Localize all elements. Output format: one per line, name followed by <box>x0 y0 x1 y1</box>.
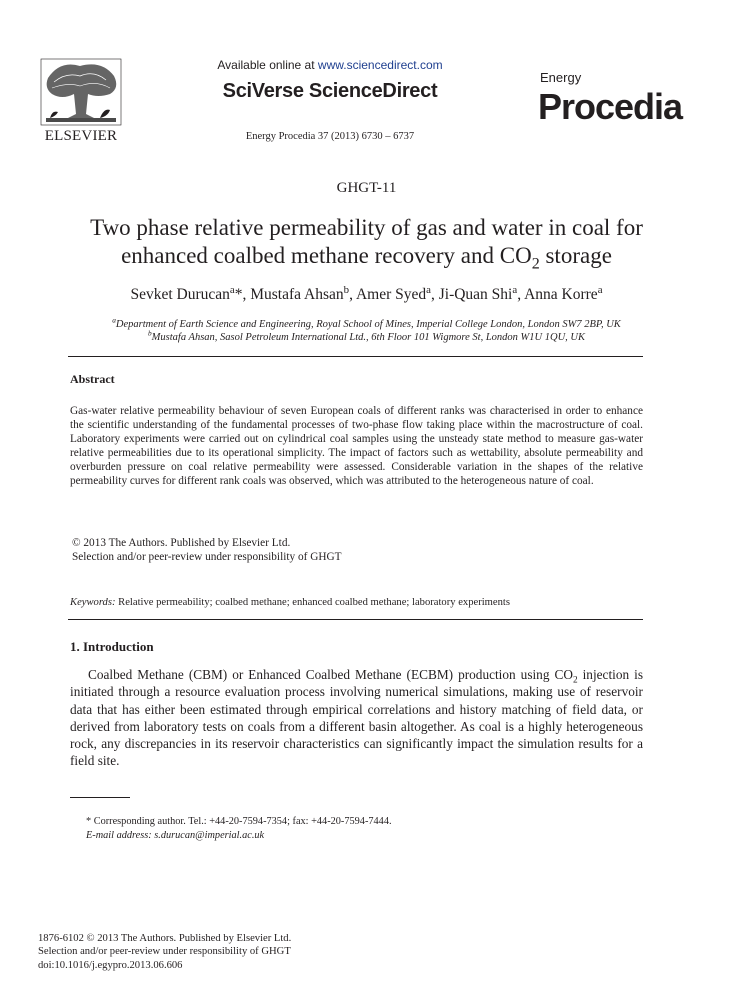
elsevier-wordmark: ELSEVIER <box>44 128 118 144</box>
author-name: Amer Syed <box>355 286 427 303</box>
author <box>524 283 603 303</box>
affiliation <box>40 315 693 331</box>
title-line-2 <box>60 242 673 273</box>
affiliation-text: Mustafa Ahsan, Sasol Petroleum International Ltd., 6th Floor 101 Wigmore St, London W1U 1QU, UK <box>151 332 585 343</box>
author-name: Ji-Quan Shi <box>438 286 513 303</box>
divider <box>68 619 643 620</box>
issn-line: 1876-6102 © 2013 The Authors. Published by Elsevier Ltd. <box>38 933 292 944</box>
author-affil-mark: b <box>343 283 350 296</box>
conference-name: GHGT-11 <box>336 180 397 196</box>
abstract-text: Gas-water relative permeability behaviour of seven European coals of different ranks was characterised in order to enhance the scientific understanding of the fundamental processes of two-phase flow taking place within the macrostructure of coal. Laboratory experiments were carried out on cylindrical coal samples using the unsteady state method to measure gas-water relative permeabilities due to its operational simplicity. The impact of factors such as wettability, absolute permeability and overburden pressure on coal relative permeability were assessed. Considerable variation in the shapes of the relative permeability curves for different rank coals was observed, which was attributed to the heterogeneous nature of coal. <box>70 405 643 488</box>
title-line-1: Two phase relative permeability of gas and water in coal for <box>90 215 643 240</box>
keywords <box>70 597 510 608</box>
author <box>250 283 350 303</box>
availability-line <box>150 58 510 72</box>
corresponding-mark: * <box>234 286 243 303</box>
corresponding-author: * Corresponding author. Tel.: +44-20-7594-7354; fax: +44-20-7594-7444. <box>86 816 392 827</box>
copyright-line: © 2013 The Authors. Published by Elsevier Ltd. <box>72 537 291 549</box>
affiliation <box>40 328 693 344</box>
page-footer <box>38 932 291 972</box>
abstract-heading: Abstract <box>70 372 115 386</box>
divider <box>68 356 643 357</box>
review-line: Selection and/or peer-review under responsibility of GHGT <box>38 946 291 958</box>
sciencedirect-link[interactable]: www.sciencedirect.com <box>317 58 443 72</box>
intro-text-part: Coalbed Methane (CBM) or Enhanced Coalbed Methane (ECBM) production using CO <box>88 667 573 682</box>
author-list: Sevket Durucan$^a$*, Mustafa Ahsan$^b$, Amer Syed$^a$, Ji-Quan Shi$^a$, Anna Korre$^a$ <box>130 283 603 303</box>
keywords-label: Keywords: <box>70 597 116 608</box>
journal-logo-small: Energy <box>540 70 582 85</box>
email-link[interactable]: s.durucan@imperial.ac.uk <box>151 830 265 841</box>
author-name: Mustafa Ahsan <box>250 286 344 303</box>
affiliation-mark: b <box>148 328 152 338</box>
affiliations <box>40 315 693 344</box>
section-heading: 1. Introduction <box>70 639 154 654</box>
author <box>438 283 518 303</box>
author <box>355 283 431 303</box>
review-line: Selection and/or peer-review under responsibility of GHGT <box>72 551 342 563</box>
introduction-text <box>70 666 643 770</box>
platform-name: SciVerse ScienceDirect <box>222 80 438 102</box>
elsevier-logo <box>40 58 122 150</box>
copyright-notice <box>72 536 342 564</box>
availability-prefix: Available online at <box>217 58 318 72</box>
author-name: Sevket Durucan <box>130 286 230 303</box>
intro-subscript: 2 <box>572 675 578 686</box>
journal-logo-large: Procedia <box>538 86 683 127</box>
intro-text-part: injection is initiated through a resource evaluation process involving numerical simulations, making use of reservoir data that has either been estimated through empirical correlations and history matching of field data, or derived from laboratory tests on coals from a different basin altogether. As coal is a highly heterogeneous rock, any discrepancies in its reservoir characteristics can significantly impact the simulation results for a field site. <box>70 667 643 769</box>
email-label: E-mail address: <box>86 830 152 841</box>
doi-line[interactable]: doi:10.1016/j.egypro.2013.06.606 <box>38 959 183 971</box>
email-line <box>86 829 392 843</box>
title-line-2-text: enhanced coalbed methane recovery and CO <box>121 243 532 268</box>
footnote-rule <box>70 797 130 798</box>
author-affil-mark: a <box>229 283 235 296</box>
title-subscript: 2 <box>531 255 540 273</box>
author-affil-mark: a <box>597 283 603 296</box>
footnote <box>86 815 392 843</box>
keywords-text: Relative permeability; coalbed methane; enhanced coalbed methane; laboratory experiments <box>115 597 510 608</box>
affiliation-mark: a <box>112 315 116 325</box>
journal-reference: Energy Procedia 37 (2013) 6730 – 6737 <box>245 131 415 142</box>
elsevier-tree-icon <box>40 58 122 128</box>
author-affil-mark: a <box>512 283 518 296</box>
affiliation-text: Department of Earth Science and Engineering, Royal School of Mines, Imperial College London, London SW7 2BP, UK <box>115 319 621 330</box>
author-name: Anna Korre <box>524 286 598 303</box>
title-line-2-end: storage <box>539 243 612 268</box>
author-affil-mark: a <box>426 283 431 296</box>
paper-title <box>60 214 673 273</box>
author <box>130 283 243 303</box>
